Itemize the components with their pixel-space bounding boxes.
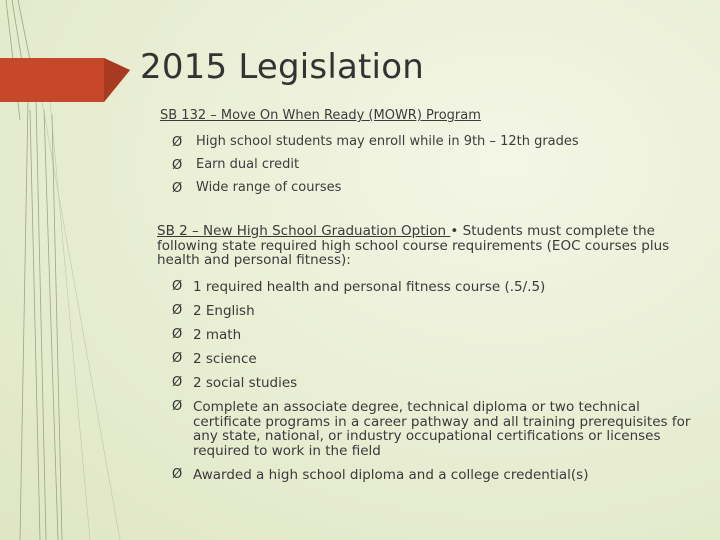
arrow-bullet-icon: Ø bbox=[172, 375, 183, 390]
list-item: Ø 1 required health and personal fitness course (.5/.5) bbox=[172, 279, 546, 295]
arrow-bullet-icon: Ø bbox=[172, 303, 183, 318]
arrow-bullet-icon: Ø bbox=[172, 279, 183, 294]
arrow-bullet-icon: Ø bbox=[172, 466, 183, 482]
section2-bullet-list bbox=[172, 280, 702, 492]
list-item: Ø Awarded a high school diploma and a college credential(s) bbox=[172, 466, 589, 483]
section2-intro: • Students must complete the following state required high school course requirements (EOC courses plus health and personal fitness): bbox=[157, 223, 670, 268]
arrow-bullet-icon: Ø bbox=[172, 158, 183, 173]
arrow-bullet-icon: Ø bbox=[172, 351, 183, 366]
arrow-bullet-icon: Ø bbox=[172, 399, 183, 414]
list-item: Ø Complete an associate degree, technical diploma or two technical certificate programs in a career pathway and all training prerequisites for any state, national, or industry occupational certifications or licenses required to work in the field bbox=[172, 399, 691, 459]
list-item: Ø Wide range of courses bbox=[172, 180, 342, 196]
section2-heading: SB 2 – New High School Graduation Option bbox=[157, 223, 451, 239]
list-item: Ø 2 social studies bbox=[172, 375, 298, 391]
list-item: Ø Earn dual credit bbox=[172, 157, 300, 173]
list-item: Ø 2 English bbox=[172, 303, 255, 319]
list-item: Ø 2 science bbox=[172, 351, 257, 367]
arrow-bullet-icon: Ø bbox=[172, 135, 183, 150]
arrow-bullet-icon: Ø bbox=[172, 181, 183, 196]
arrow-bullet-icon: Ø bbox=[172, 327, 183, 342]
section1-bullet-list bbox=[172, 134, 579, 203]
list-item: Ø High school students may enroll while in 9th – 12th grades bbox=[172, 134, 579, 150]
section2-paragraph bbox=[157, 224, 697, 268]
section1-heading: SB 132 – Move On When Ready (MOWR) Program bbox=[160, 108, 481, 123]
list-item: Ø 2 math bbox=[172, 327, 242, 343]
slide-title: 2015 Legislation bbox=[140, 47, 424, 87]
